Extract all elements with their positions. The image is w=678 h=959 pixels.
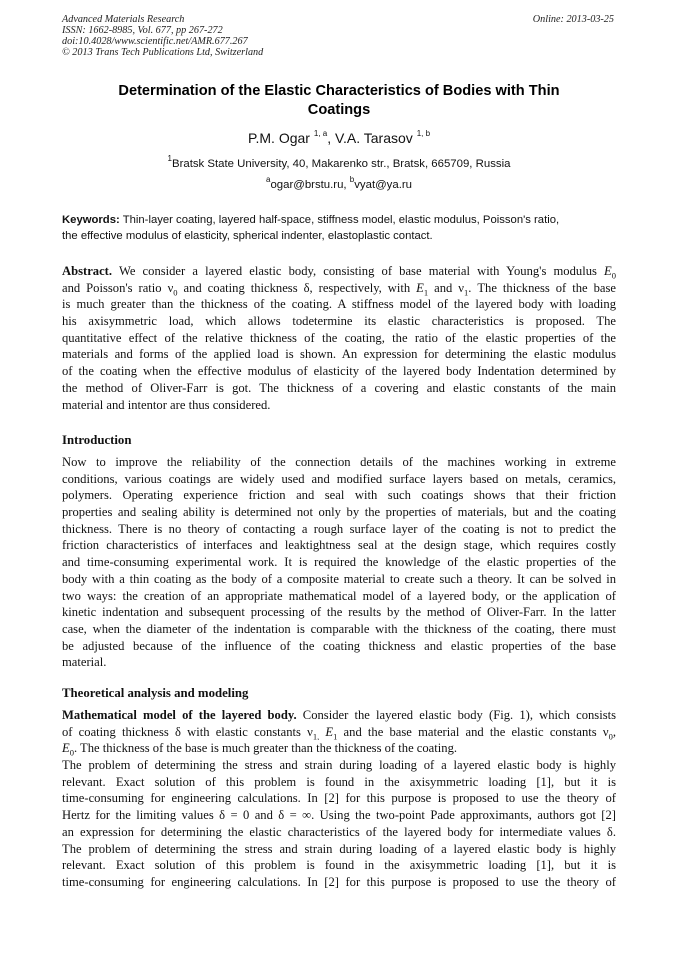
journal-name: Advanced Materials Research (62, 14, 185, 25)
subscript: 1 (463, 287, 469, 297)
title-line-2: Coatings (307, 102, 371, 118)
symbol-E: E (62, 741, 70, 756)
keywords-line-2: the effective modulus of elasticity, spherical indenter, elastoplastic contact. (62, 230, 433, 242)
introduction-line: case, when the diameter of the indentation is comparable with the thickness of the coating, there must (62, 621, 616, 636)
theory-line: relevant. Exact solution of this problem is found in the axisymmetric loading [1], but it is (62, 774, 616, 789)
abstract-line: material and intentor are thus considered. (62, 397, 271, 412)
theory-line: time-consuming for engineering calculations. In [2] for this purpose is proposed to use the theory of (62, 874, 616, 889)
author-2-sup: 1, b (416, 129, 431, 139)
abstract-text: and ν (428, 280, 464, 295)
introduction-line: conditions, various coatings are widely used and modified surface layers based on metals, ceramics, (62, 471, 616, 486)
abstract (62, 263, 616, 413)
introduction-line: body with a thin coating as the body of a composite material to create such a theory. It can be solved in (62, 571, 616, 586)
author-separator: , (327, 130, 335, 146)
abstract-line: quantitative effect of the relative thickness of the coating, the ratio of the elastic properties of the (62, 330, 616, 345)
subscript: 0 (608, 731, 613, 741)
introduction-body (62, 454, 616, 671)
abstract-line: of the coating when the effective modulus of elasticity of the layered body Indentation determined by (62, 364, 616, 379)
keywords-label: Keywords: (62, 214, 120, 226)
subscript: 1, (312, 731, 320, 741)
keywords-line-1: Thin-layer coating, layered half-space, stiffness model, elastic modulus, Poisson's ratio, (119, 214, 560, 226)
title-line-1: Determination of the Elastic Characteristics of Bodies with Thin (118, 83, 560, 99)
keywords (62, 212, 616, 244)
theory-line: an expression for determining the elastic characteristics of the layered body for intermediate values δ. (62, 824, 616, 839)
introduction-line: friction characteristics of interfaces and leaktightness seal at the design stage, which requires costly (62, 538, 616, 553)
subscript: 1 (333, 731, 338, 741)
author-emails (62, 175, 616, 192)
abstract-text: and Poisson's ratio ν (62, 280, 174, 295)
abstract-text: and coating thickness δ, respectively, with (177, 280, 417, 295)
abstract-text: We consider a layered elastic body, consisting of base material with Young's modulus (112, 264, 605, 278)
subsection-label: Mathematical model of the layered body. (62, 708, 297, 722)
journal-doi: doi:10.4028/www.scientific.net/AMR.677.267 (62, 36, 248, 47)
abstract-label: Abstract. (62, 264, 113, 278)
theory-line: relevant. Exact solution of this problem is found in the axisymmetric loading [1], but it is (62, 858, 616, 873)
symbol-E: E (604, 264, 612, 278)
subscript: 0 (69, 747, 74, 758)
email-b-sup: b (349, 175, 355, 185)
introduction-heading: Introduction (62, 433, 132, 447)
abstract-line: the method of Oliver-Farr is got. The thickness of a covering and elastic constants of the main (62, 380, 616, 395)
theory-text: and the base material and the elastic constants ν (337, 724, 609, 739)
journal-copyright: © 2013 Trans Tech Publications Ltd, Switzerland (62, 47, 264, 58)
journal-header (62, 14, 263, 58)
theory-text: of coating thickness δ with elastic constants ν (62, 724, 313, 739)
email-a[interactable]: ogar@brstu.ru, (270, 179, 350, 191)
email-a-sup: a (266, 175, 271, 185)
abstract-line: materials and forms of the applied load is shown. An expression for determining the elastic modulus (62, 347, 616, 362)
online-date: Online: 2013-03-25 (532, 14, 614, 25)
theory-heading: Theoretical analysis and modeling (62, 686, 249, 700)
theory-line: Hertz for the limiting values δ = 0 and δ = ∞. Using the two-point Pade approximants, authors got [2] (62, 808, 616, 823)
subscript: 0 (173, 287, 178, 297)
author-list (62, 129, 616, 147)
introduction-line: thickness. There is no theory of contacting a rough surface layer of the coating is not to predict the (62, 521, 616, 536)
subscript: 1 (423, 287, 429, 297)
introduction-line: two ways: the creation of an appropriate mathematical model of a layered body, or the application of (62, 588, 616, 603)
introduction-line: material. (62, 655, 107, 670)
abstract-text: . The thickness of the base (468, 280, 616, 295)
introduction-line: polymers. Operating experience friction and seal with such coatings shows that their friction (62, 488, 616, 503)
theory-line: time-consuming for engineering calculations. In [2] for this purpose is proposed to use the theory of (62, 791, 616, 806)
introduction-line: properties and sealing ability is determined not only by the properties of materials, but and the coating (62, 505, 616, 520)
introduction-line: kinetic indentation and subsequent processing of the results by the method of Oliver-Farr. In the latter (62, 605, 616, 620)
subscript: 0 (611, 270, 616, 280)
author-1: P.M. Ogar (247, 130, 310, 146)
author-1-sup: 1, a (313, 129, 328, 139)
theory-text: Consider the layered elastic body (Fig. 1), which consists (296, 708, 616, 722)
abstract-line: is much greater than the thickness of the coating. A stiffness model of the layered body with loading (62, 297, 616, 312)
affiliation-sup: 1 (167, 154, 172, 164)
introduction-line: be adjusted because of the influence of the coating thickness and elastic properties of the base (62, 638, 616, 653)
affiliation-text: Bratsk State University, 40, Makarenko str., Bratsk, 665709, Russia (171, 158, 511, 170)
journal-issn: ISSN: 1662-8985, Vol. 677, pp 267-272 (62, 25, 223, 36)
theory-line: The problem of determining the stress and strain during loading of a layered elastic body is highly (62, 758, 616, 773)
abstract-line: his axisymmetric load, which allows todetermine its elastic characteristics is proposed. The (62, 314, 616, 329)
paper-title (62, 82, 616, 120)
introduction-line: Now to improve the reliability of the connection details of the machines working in extreme (62, 455, 616, 469)
theory-text: , (612, 724, 616, 739)
author-2: V.A. Tarasov (334, 130, 413, 146)
introduction-line: and time-consuming experimental work. It is required the knowledge of the elastic properties of the (62, 555, 616, 570)
theory-line: The problem of determining the stress and strain during loading of a layered elastic body is highly (62, 841, 616, 856)
theory-text: . The thickness of the base is much greater than the thickness of the coating. (73, 741, 458, 756)
theory-body (62, 707, 616, 891)
symbol-E: E (325, 724, 334, 739)
affiliation (62, 154, 616, 171)
symbol-E: E (416, 280, 424, 295)
email-b[interactable]: vyat@ya.ru (354, 179, 412, 191)
